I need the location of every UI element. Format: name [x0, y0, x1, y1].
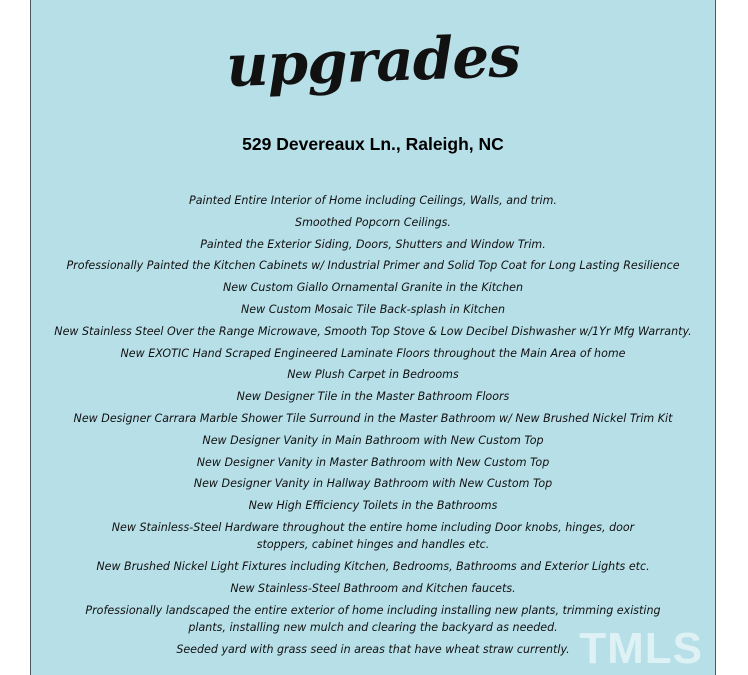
upgrade-item: Smoothed Popcorn Ceilings.: [295, 215, 451, 229]
upgrade-item: New Custom Mosaic Tile Back-splash in Kitchen: [241, 302, 505, 316]
upgrade-item: New Custom Giallo Ornamental Granite in the Kitchen: [222, 281, 524, 295]
upgrade-item: New Designer Tile in the Master Bathroom Floors: [236, 390, 510, 404]
upgrade-item: Painted Entire Interior of Home including Ceilings, Walls, and trim.: [189, 194, 557, 207]
upgrade-item: Professionally Painted the Kitchen Cabinets w/ Industrial Primer and Solid Top Coat for Long Lasting Resilience: [66, 259, 680, 273]
upgrade-item: New Designer Vanity in Hallway Bathroom with New Custom Top: [193, 477, 553, 491]
upgrades-flyer: [30, 0, 716, 675]
upgrade-item: New EXOTIC Hand Scraped Engineered Laminate Floors throughout the Main Area of home: [120, 346, 626, 360]
upgrade-item: New High Efficiency Toilets in the Bathrooms: [248, 499, 498, 513]
upgrade-item: New Designer Carrara Marble Shower Tile Surround in the Master Bathroom w/ New Brushed Nickel Trim Kit: [73, 411, 673, 425]
upgrade-item: New Brushed Nickel Light Fixtures including Kitchen, Bedrooms, Bathrooms and Exterior Lights etc.: [96, 560, 650, 574]
upgrade-item: New Designer Vanity in Main Bathroom with New Custom Top: [202, 433, 544, 447]
upgrade-item: New Designer Vanity in Master Bathroom with New Custom Top: [196, 455, 550, 469]
upgrade-item: New Plush Carpet in Bedrooms: [287, 368, 459, 382]
flyer-heading: upgrades: [225, 21, 521, 101]
property-address: 529 Devereaux Ln., Raleigh, NC: [242, 134, 504, 154]
upgrade-item: Painted the Exterior Siding, Doors, Shutters and Window Trim.: [200, 237, 546, 251]
tmls-watermark: TMLS: [579, 624, 703, 673]
upgrade-item: Seeded yard with grass seed in areas that have wheat straw currently.: [176, 643, 570, 657]
upgrade-item: New Stainless-Steel Hardware throughout the entire home including Door knobs, hinges, door stoppers, cabinet hinges and handles etc.: [111, 520, 635, 552]
upgrades-list: [41, 192, 705, 663]
upgrade-item: Professionally landscaped the entire exterior of home including installing new plants, trimming existing plants, installing new mulch and clearing the backyard as needed.: [85, 603, 661, 635]
upgrade-item: New Stainless-Steel Bathroom and Kitchen faucets.: [230, 582, 516, 596]
upgrade-item: New Stainless Steel Over the Range Microwave, Smooth Top Stove & Low Decibel Dishwasher w/1Yr Mfg Warranty.: [54, 324, 692, 338]
